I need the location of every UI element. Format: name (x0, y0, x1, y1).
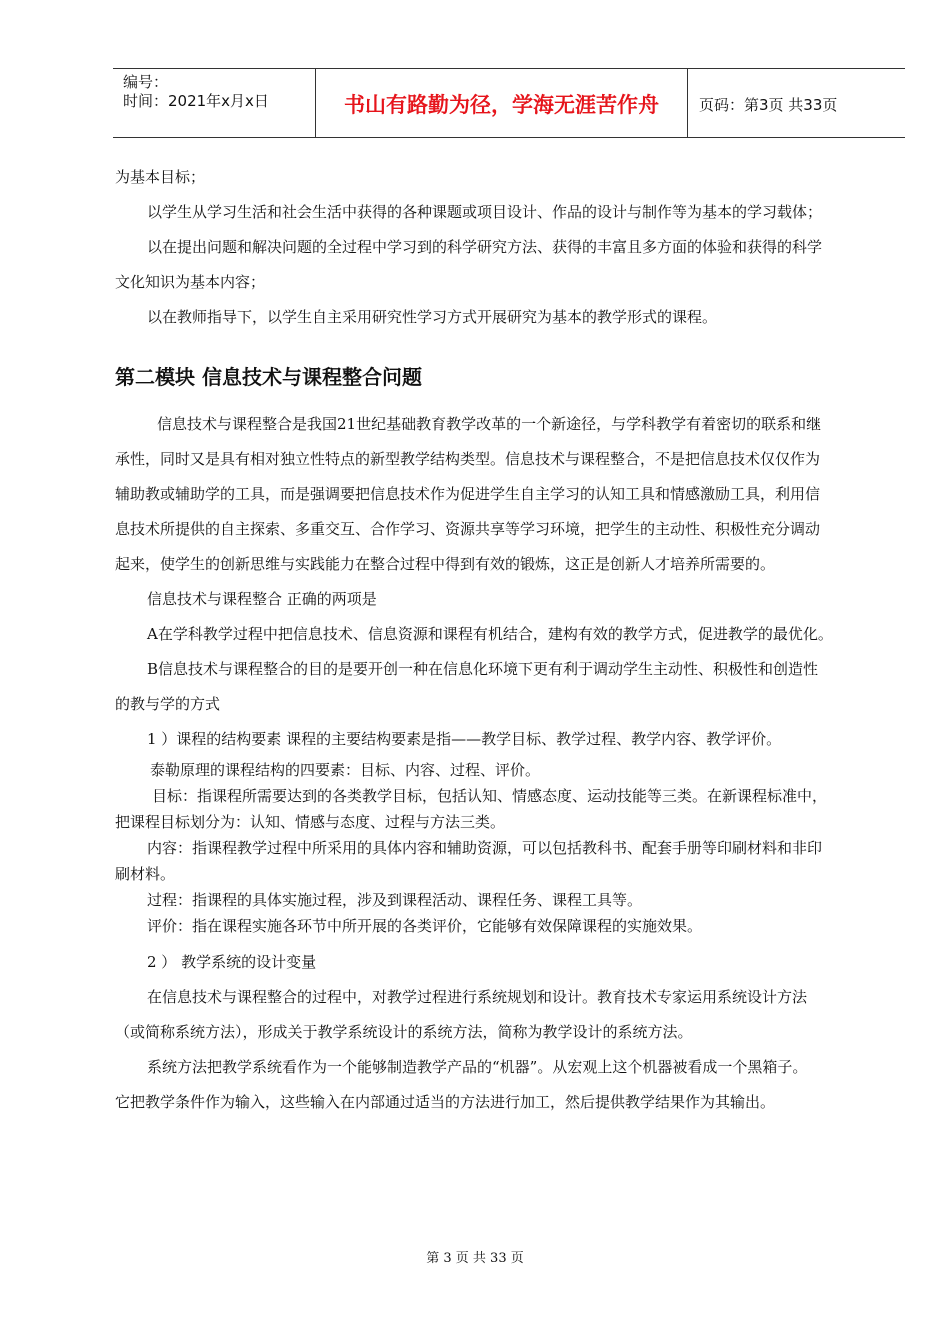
paragraph-line: 辅助教或辅助学的工具，而是强调要把信息技术作为促进学生自主学习的认知工具和情感激励工具，利用信 (115, 485, 821, 503)
paragraph-line: 过程：指课程的具体实施过程，涉及到课程活动、课程任务、课程工具等。 (147, 891, 643, 909)
header-page-info: 页码：第3页 共33页 (699, 96, 838, 114)
paragraph-line: B信息技术与课程整合的目的是要开创一种在信息化环境下更有利于调动学生主动性、积极性和创造性 (147, 660, 819, 678)
section-title: 第二模块 信息技术与课程整合问题 (115, 365, 422, 389)
paragraph-line: 泰勒原理的课程结构的四要素：目标、内容、过程、评价。 (150, 761, 541, 779)
paragraph-line: 1 ）课程的结构要素 课程的主要结构要素是指——教学目标、教学过程、教学内容、教学评价。 (147, 730, 782, 748)
paragraph-line: 起来，使学生的创新思维与实践能力在整合过程中得到有效的锻炼，这正是创新人才培养所需要的。 (115, 555, 776, 573)
paragraph-line: 为基本目标； (115, 168, 206, 186)
doc-time-label: 时间：2021年x月x日 (123, 92, 269, 110)
header-meta (113, 69, 315, 137)
paragraph-line: 的教与学的方式 (115, 695, 221, 713)
paragraph-line: A在学科教学过程中把信息技术、信息资源和课程有机结合，建构有效的教学方式，促进教学的最优化。 (147, 625, 833, 643)
paragraph-line: 承性，同时又是具有相对独立性特点的新型教学结构类型。信息技术与课程整合，不是把信息技术仅仅作为 (115, 450, 821, 468)
header-page-cell (688, 69, 905, 137)
paragraph-line: 以在提出问题和解决问题的全过程中学习到的科学研究方法、获得的丰富且多方面的体验和获得的科学 (147, 238, 823, 256)
paragraph-line: （或简称系统方法），形成关于教学系统设计的系统方法，简称为教学设计的系统方法。 (115, 1023, 693, 1041)
paragraph-line: 把课程目标划分为：认知、情感与态度、过程与方法三类。 (115, 813, 506, 831)
paragraph-line: 评价：指在课程实施各环节中所开展的各类评价，它能够有效保障课程的实施效果。 (147, 917, 703, 935)
document-body (115, 160, 905, 1120)
paragraph-line: 文化知识为基本内容； (115, 273, 266, 291)
paragraph-line: 信息技术与课程整合是我国21世纪基础教育教学改革的一个新途径，与学科教学有着密切的联系和继 (157, 415, 822, 433)
paragraph-line: 以在教师指导下，以学生自主采用研究性学习方式开展研究为基本的教学形式的课程。 (147, 308, 718, 326)
paragraph-line: 系统方法把教学系统看作为一个能够制造教学产品的“机器”。从宏观上这个机器被看成一个黑箱子。 (147, 1058, 808, 1076)
paragraph-line: 它把教学条件作为输入，这些输入在内部通过适当的方法进行加工，然后提供教学结果作为其输出。 (115, 1093, 776, 1111)
paragraph-line: 息技术所提供的自主探索、多重交互、合作学习、资源共享等学习环境，把学生的主动性、积极性充分调动 (115, 520, 821, 538)
paragraph-line: 2 ） 教学系统的设计变量 (147, 953, 317, 971)
paragraph-line: 以学生从学习生活和社会生活中获得的各种课题或项目设计、作品的设计与制作等为基本的学习载体； (147, 203, 823, 221)
header-motto: 书山有路勤为径，学海无涯苦作舟 (344, 93, 659, 117)
paragraph-line: 信息技术与课程整合 正确的两项是 (147, 590, 377, 608)
page-header (113, 68, 905, 138)
paragraph-line: 在信息技术与课程整合的过程中，对教学过程进行系统规划和设计。教育技术专家运用系统设计方法 (147, 988, 808, 1006)
paragraph-line: 内容：指课程教学过程中所采用的具体内容和辅助资源，可以包括教科书、配套手册等印刷材料和非印 (147, 839, 823, 857)
paragraph-line: 刷材料。 (115, 865, 176, 883)
page-footer: 第 3 页 共 33 页 (426, 1251, 524, 1266)
paragraph-line: 目标：指课程所需要达到的各类教学目标，包括认知、情感态度、运动技能等三类。在新课程标准中， (152, 787, 828, 805)
header-motto-cell (315, 69, 688, 137)
doc-number-label: 编号： (123, 73, 169, 91)
